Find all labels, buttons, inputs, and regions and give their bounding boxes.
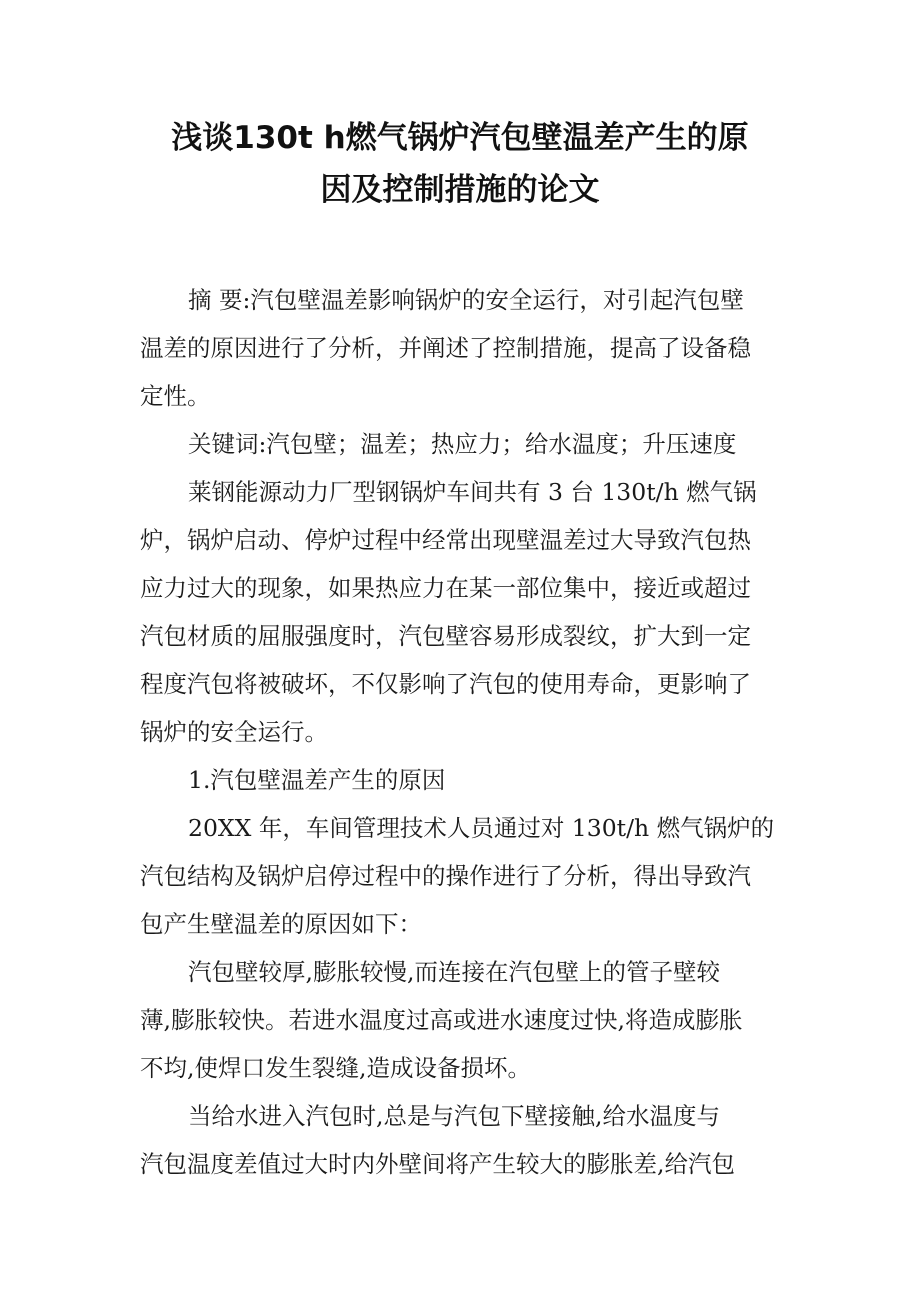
text-line: 莱钢能源动力厂型钢锅炉车间共有 3 台 130t/h 燃气锅 [188,478,757,506]
text-line: 汽包壁较厚,膨胀较慢,而连接在汽包壁上的管子壁较 [188,958,720,986]
text-line: 炉，锅炉启动、停炉过程中经常出现壁温差过大导致汽包热 [140,526,751,554]
section-heading [140,756,780,804]
abstract-paragraph [140,276,780,420]
text-line: 关键词:汽包壁；温差；热应力；给水温度；升压速度 [188,430,737,458]
section-intro-paragraph [140,804,780,948]
text-line: 温差的原因进行了分析，并阐述了控制措施，提高了设备稳 [140,334,751,362]
text-line: 锅炉的安全运行。 [140,718,328,746]
text-line: 汽包材质的屈服强度时，汽包壁容易形成裂纹，扩大到一定 [140,622,751,650]
cause-paragraph [140,1092,780,1188]
text-line: 薄,膨胀较快。若进水温度过高或进水速度过快,将造成膨胀 [140,1006,743,1034]
document-body [140,276,780,1188]
title-line: 浅谈130t h燃气锅炉汽包壁温差产生的原 [171,120,749,156]
text-line: 1.汽包壁温差产生的原因 [188,766,446,794]
text-line: 包产生壁温差的原因如下： [140,910,422,938]
text-line: 程度汽包将被破坏，不仅影响了汽包的使用寿命，更影响了 [140,670,751,698]
keywords-paragraph [140,420,780,468]
text-line: 摘 要:汽包壁温差影响锅炉的安全运行，对引起汽包壁 [188,286,744,314]
text-line: 不均,使焊口发生裂缝,造成设备损坏。 [140,1054,531,1082]
document-title [100,112,820,216]
cause-paragraph [140,948,780,1092]
text-line: 应力过大的现象，如果热应力在某一部位集中，接近或超过 [140,574,751,602]
text-line: 汽包温度差值过大时内外壁间将产生较大的膨胀差,给汽包 [140,1150,735,1178]
title-line: 因及控制措施的论文 [320,172,600,208]
text-line: 汽包结构及锅炉启停过程中的操作进行了分析，得出导致汽 [140,862,751,890]
text-line: 当给水进入汽包时,总是与汽包下壁接触,给水温度与 [188,1102,720,1130]
text-line: 定性。 [140,382,211,410]
text-line: 20XX 年，车间管理技术人员通过对 130t/h 燃气锅炉的 [188,814,775,842]
intro-paragraph [140,468,780,756]
